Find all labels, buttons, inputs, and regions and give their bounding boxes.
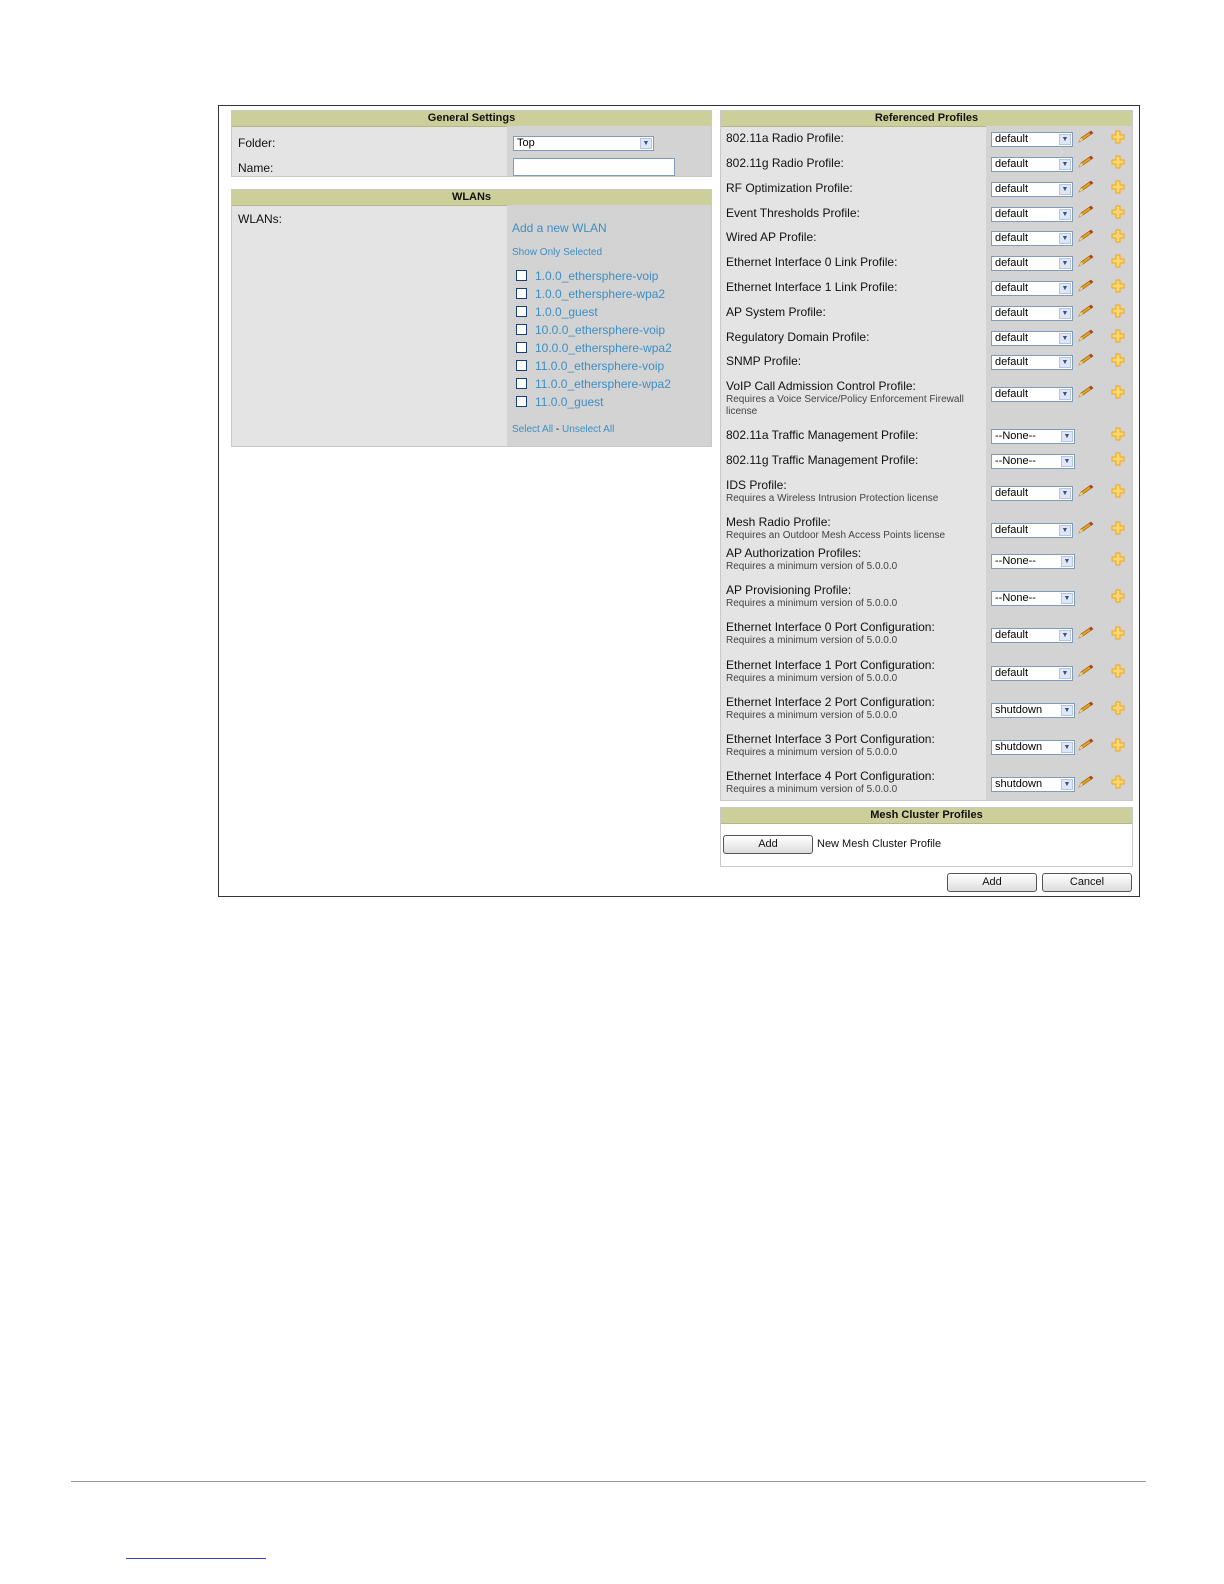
wlan-checkbox[interactable]	[516, 288, 527, 299]
wlan-item-label[interactable]: 10.0.0_ethersphere-voip	[535, 323, 666, 337]
profile-label: IDS Profile:	[726, 478, 787, 492]
chevron-down-icon: ▼	[1061, 593, 1073, 604]
profile-select[interactable]	[991, 429, 1075, 444]
plus-icon[interactable]	[1111, 279, 1125, 293]
profile-row-label	[726, 515, 981, 542]
profile-label: RF Optimization Profile:	[726, 181, 853, 195]
plus-icon[interactable]	[1111, 521, 1125, 535]
pencil-icon[interactable]	[1077, 329, 1095, 343]
select-controls	[512, 424, 614, 435]
plus-icon[interactable]	[1111, 552, 1125, 566]
select-all-link[interactable]: Select All	[512, 424, 554, 435]
chevron-down-icon: ▼	[1059, 389, 1071, 400]
profile-label: AP Provisioning Profile:	[726, 583, 852, 597]
profile-label: Mesh Radio Profile:	[726, 515, 831, 529]
add-new-wlan-link[interactable]: Add a new WLAN	[512, 221, 607, 235]
pencil-icon[interactable]	[1077, 484, 1095, 498]
profile-label: Ethernet Interface 4 Port Configuration:	[726, 769, 935, 783]
chevron-down-icon: ▼	[1059, 134, 1071, 145]
mesh-cluster-panel	[720, 807, 1133, 867]
pencil-icon[interactable]	[1077, 279, 1095, 293]
profile-select-value: default	[995, 183, 1029, 195]
profile-select[interactable]	[991, 554, 1075, 569]
cancel-button[interactable]: Cancel	[1042, 873, 1132, 892]
pencil-icon[interactable]	[1077, 130, 1095, 144]
general-settings-panel	[231, 110, 712, 177]
profile-select[interactable]	[991, 355, 1073, 370]
name-label: Name:	[238, 161, 274, 175]
profile-row-label	[726, 695, 981, 722]
profile-select[interactable]	[991, 703, 1075, 718]
profile-select[interactable]	[991, 628, 1073, 643]
plus-icon[interactable]	[1111, 130, 1125, 144]
profile-label: AP System Profile:	[726, 305, 826, 319]
chevron-down-icon: ▼	[1059, 159, 1071, 170]
wlan-checkbox[interactable]	[516, 342, 527, 353]
plus-icon[interactable]	[1111, 484, 1125, 498]
profile-select[interactable]	[991, 256, 1073, 271]
profile-select-value: shutdown	[995, 778, 1043, 790]
pencil-icon[interactable]	[1077, 738, 1095, 752]
name-input[interactable]	[513, 158, 675, 176]
profile-requirement-note: Requires a minimum version of 5.0.0.0	[726, 710, 898, 721]
wlan-item[interactable]	[516, 341, 672, 355]
wlan-list	[516, 269, 706, 419]
profile-row-label	[726, 620, 981, 647]
profile-select-value: shutdown	[995, 704, 1043, 716]
profile-label: VoIP Call Admission Control Profile:	[726, 379, 916, 393]
profile-row-label	[726, 206, 981, 220]
plus-icon[interactable]	[1111, 701, 1125, 715]
wlan-item-label[interactable]: 10.0.0_ethersphere-wpa2	[535, 341, 672, 355]
profile-label: 802.11g Radio Profile:	[726, 156, 844, 170]
profile-label: SNMP Profile:	[726, 354, 802, 368]
profile-label: Ethernet Interface 3 Port Configuration:	[726, 732, 935, 746]
profile-select[interactable]	[991, 132, 1073, 147]
wlan-item[interactable]	[516, 395, 604, 409]
profile-select-value: default	[995, 667, 1029, 679]
profile-select-value: default	[995, 208, 1029, 220]
wlans-panel	[231, 189, 712, 447]
profile-select[interactable]	[991, 157, 1073, 172]
wlan-checkbox[interactable]	[516, 360, 527, 371]
plus-icon[interactable]	[1111, 329, 1125, 343]
wlan-checkbox[interactable]	[516, 378, 527, 389]
profile-select[interactable]	[991, 182, 1073, 197]
chevron-down-icon: ▼	[1061, 742, 1073, 753]
plus-icon[interactable]	[1111, 775, 1125, 789]
add-mesh-cluster-button[interactable]: Add	[723, 835, 813, 854]
wlan-checkbox[interactable]	[516, 306, 527, 317]
mesh-cluster-header: Mesh Cluster Profiles	[721, 808, 1132, 824]
wlan-item-label[interactable]: 11.0.0_ethersphere-voip	[535, 359, 665, 373]
profile-row-label	[726, 354, 981, 368]
plus-icon[interactable]	[1111, 304, 1125, 318]
profile-select-value: default	[995, 487, 1029, 499]
plus-icon[interactable]	[1111, 155, 1125, 169]
profile-requirement-note: Requires a minimum version of 5.0.0.0	[726, 598, 898, 609]
profile-row-label	[726, 181, 981, 195]
profile-select-value: --None--	[995, 430, 1036, 442]
profile-label: AP Authorization Profiles:	[726, 546, 862, 560]
chevron-down-icon: ▼	[1059, 308, 1071, 319]
profile-requirement-note: Requires an Outdoor Mesh Access Points license	[726, 530, 945, 541]
profile-requirement-note: Requires a Wireless Intrusion Protection license	[726, 493, 939, 504]
wlan-checkbox[interactable]	[516, 270, 527, 281]
profile-row-label	[726, 658, 981, 685]
referenced-profiles-panel	[720, 110, 1133, 801]
folder-label: Folder:	[238, 136, 276, 150]
chevron-down-icon: ▼	[1059, 630, 1071, 641]
profile-select-value: default	[995, 388, 1029, 400]
chevron-down-icon: ▼	[1061, 556, 1073, 567]
pencil-icon[interactable]	[1077, 205, 1095, 219]
chevron-down-icon: ▼	[1061, 456, 1073, 467]
pencil-icon[interactable]	[1077, 385, 1095, 399]
wlan-item[interactable]	[516, 287, 665, 301]
plus-icon[interactable]	[1111, 385, 1125, 399]
profile-row-label	[726, 379, 981, 418]
plus-icon[interactable]	[1111, 229, 1125, 243]
wlan-checkbox[interactable]	[516, 324, 527, 335]
select-separator: -	[555, 424, 560, 435]
chevron-down-icon: ▼	[1059, 184, 1071, 195]
profile-row-label	[726, 280, 981, 294]
wlan-item-label[interactable]: 1.0.0_guest	[535, 305, 598, 319]
profile-select-value: default	[995, 524, 1029, 536]
profile-label: Ethernet Interface 2 Port Configuration:	[726, 695, 935, 709]
profile-label: 802.11g Traffic Management Profile:	[726, 453, 919, 467]
footer-rule	[71, 1481, 1146, 1482]
profile-requirement-note: Requires a minimum version of 5.0.0.0	[726, 784, 898, 795]
chevron-down-icon: ▼	[1059, 258, 1071, 269]
pencil-icon[interactable]	[1077, 254, 1095, 268]
chevron-down-icon: ▼	[1059, 525, 1071, 536]
profile-row-label	[726, 546, 981, 573]
chevron-down-icon: ▼	[1059, 333, 1071, 344]
pencil-icon[interactable]	[1077, 155, 1095, 169]
wlan-checkbox[interactable]	[516, 396, 527, 407]
plus-icon[interactable]	[1111, 180, 1125, 194]
profile-select[interactable]	[991, 281, 1073, 296]
pencil-icon[interactable]	[1077, 701, 1095, 715]
profile-label: Ethernet Interface 1 Link Profile:	[726, 280, 898, 294]
wlan-item[interactable]	[516, 269, 658, 283]
pencil-icon[interactable]	[1077, 353, 1095, 367]
referenced-profiles-header: Referenced Profiles	[721, 111, 1132, 127]
profile-label: Ethernet Interface 0 Port Configuration:	[726, 620, 935, 634]
new-mesh-cluster-label: New Mesh Cluster Profile	[817, 838, 942, 850]
profile-label: 802.11a Traffic Management Profile:	[726, 428, 919, 442]
profile-select[interactable]	[991, 666, 1073, 681]
pencil-icon[interactable]	[1077, 180, 1095, 194]
profile-select[interactable]	[991, 387, 1073, 402]
chevron-down-icon: ▼	[1061, 705, 1073, 716]
wlan-item-label[interactable]: 11.0.0_guest	[535, 395, 604, 409]
wlan-item-label[interactable]: 1.0.0_ethersphere-voip	[535, 269, 659, 283]
chevron-down-icon: ▼	[1059, 668, 1071, 679]
footer-link-underline	[126, 1558, 266, 1559]
profile-row-label	[726, 428, 981, 442]
pencil-icon[interactable]	[1077, 664, 1095, 678]
profile-select-value: --None--	[995, 592, 1036, 604]
profile-select-value: default	[995, 356, 1029, 368]
plus-icon[interactable]	[1111, 427, 1125, 441]
chevron-down-icon: ▼	[640, 138, 652, 149]
profile-select-value: --None--	[995, 555, 1036, 567]
pencil-icon[interactable]	[1077, 521, 1095, 535]
profile-label: Ethernet Interface 0 Link Profile:	[726, 255, 898, 269]
profile-select[interactable]	[991, 486, 1073, 501]
folder-select-value: Top	[517, 137, 535, 149]
profile-label: Ethernet Interface 1 Port Configuration:	[726, 658, 935, 672]
plus-icon[interactable]	[1111, 205, 1125, 219]
pencil-icon[interactable]	[1077, 775, 1095, 789]
profile-select[interactable]	[991, 207, 1073, 222]
folder-select[interactable]	[513, 136, 654, 151]
dialog-frame	[218, 105, 1140, 897]
chevron-down-icon: ▼	[1059, 233, 1071, 244]
plus-icon[interactable]	[1111, 353, 1125, 367]
unselect-all-link[interactable]: Unselect All	[562, 424, 615, 435]
profile-select[interactable]	[991, 331, 1073, 346]
profile-label: Wired AP Profile:	[726, 230, 817, 244]
plus-icon[interactable]	[1111, 664, 1125, 678]
chevron-down-icon: ▼	[1061, 779, 1073, 790]
profile-select[interactable]	[991, 231, 1073, 246]
profile-select[interactable]	[991, 523, 1073, 538]
profile-requirement-note: Requires a minimum version of 5.0.0.0	[726, 635, 898, 646]
wlan-item-label[interactable]: 1.0.0_ethersphere-wpa2	[535, 287, 666, 301]
profile-requirement-note: Requires a minimum version of 5.0.0.0	[726, 747, 898, 758]
profile-requirement-note: Requires a minimum version of 5.0.0.0	[726, 673, 898, 684]
profile-select-value: default	[995, 158, 1029, 170]
chevron-down-icon: ▼	[1059, 488, 1071, 499]
profile-select[interactable]	[991, 777, 1075, 792]
profile-row-label	[726, 255, 981, 269]
profile-requirement-note: Requires a minimum version of 5.0.0.0	[726, 561, 898, 572]
plus-icon[interactable]	[1111, 452, 1125, 466]
profile-row-label	[726, 453, 981, 467]
chevron-down-icon: ▼	[1059, 209, 1071, 220]
wlan-item[interactable]	[516, 323, 665, 337]
profile-label: Event Thresholds Profile:	[726, 206, 860, 220]
plus-icon[interactable]	[1111, 589, 1125, 603]
profile-row-label	[726, 732, 981, 759]
profile-select[interactable]	[991, 740, 1075, 755]
profile-row-label	[726, 769, 981, 796]
profile-select[interactable]	[991, 591, 1075, 606]
profile-select-value: default	[995, 282, 1029, 294]
profile-select-value: default	[995, 232, 1029, 244]
profile-row-label	[726, 478, 981, 505]
profile-row-label	[726, 131, 981, 145]
wlan-item-label[interactable]: 11.0.0_ethersphere-wpa2	[535, 377, 671, 391]
profile-select-value: shutdown	[995, 741, 1043, 753]
profile-label: 802.11a Radio Profile:	[726, 131, 844, 145]
profile-row-label	[726, 156, 981, 170]
plus-icon[interactable]	[1111, 254, 1125, 268]
profile-select-value: default	[995, 332, 1029, 344]
general-settings-header: General Settings	[232, 111, 711, 127]
profile-select[interactable]	[991, 306, 1073, 321]
profile-requirement-note: Requires a Voice Service/Policy Enforcement Firewall license	[726, 394, 964, 417]
profile-row-label	[726, 330, 981, 344]
add-button[interactable]: Add	[947, 873, 1037, 892]
plus-icon[interactable]	[1111, 738, 1125, 752]
profile-select-value: default	[995, 257, 1029, 269]
profile-select-value: default	[995, 629, 1029, 641]
chevron-down-icon: ▼	[1059, 357, 1071, 368]
profile-select-value: default	[995, 307, 1029, 319]
wlans-label: WLANs:	[238, 212, 283, 226]
plus-icon[interactable]	[1111, 626, 1125, 640]
profile-label: Regulatory Domain Profile:	[726, 330, 870, 344]
chevron-down-icon: ▼	[1061, 431, 1073, 442]
wlans-header: WLANs	[232, 190, 711, 206]
pencil-icon[interactable]	[1077, 229, 1095, 243]
profile-select-value: default	[995, 133, 1029, 145]
pencil-icon[interactable]	[1077, 626, 1095, 640]
chevron-down-icon: ▼	[1059, 283, 1071, 294]
show-only-selected-link[interactable]: Show Only Selected	[512, 247, 603, 258]
pencil-icon[interactable]	[1077, 304, 1095, 318]
wlan-item[interactable]	[516, 377, 671, 391]
profile-row-label	[726, 305, 981, 319]
profile-select[interactable]	[991, 454, 1075, 469]
profile-row-label	[726, 230, 981, 244]
wlan-item[interactable]	[516, 359, 664, 373]
profile-row-label	[726, 583, 981, 610]
wlan-item[interactable]	[516, 305, 598, 319]
profile-select-value: --None--	[995, 455, 1036, 467]
